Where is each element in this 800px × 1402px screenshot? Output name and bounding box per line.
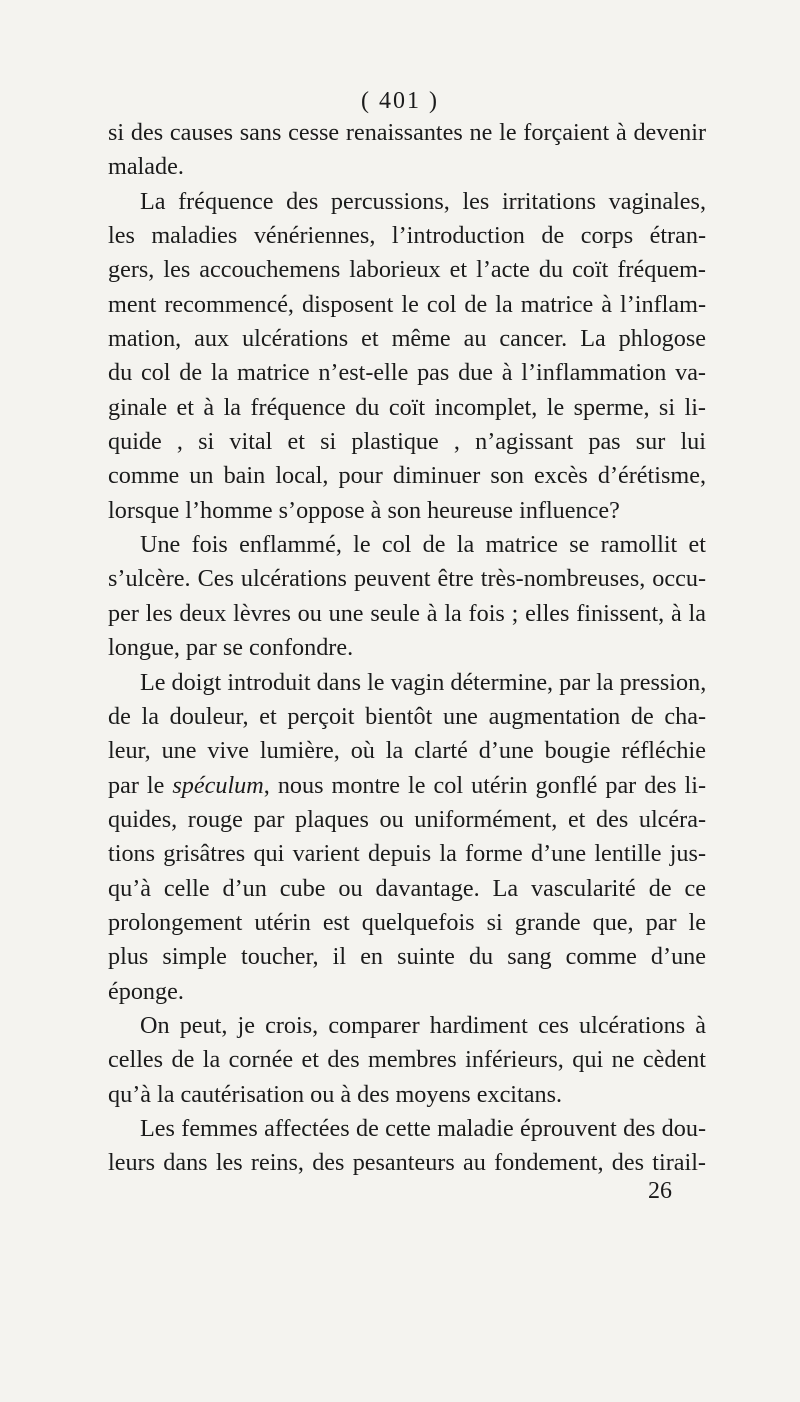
- text-line: lorsque l’homme s’oppose à son heureuse influence?: [108, 496, 620, 524]
- text-line: comme un bain local, pour diminuer son excès d’érétisme,: [108, 462, 706, 490]
- text-line: par le spéculum, nous montre le col utérin gonflé par des li-: [108, 771, 707, 799]
- text-line: La fréquence des percussions, les irritations vaginales,: [140, 187, 706, 215]
- text-line: Une fois enflammé, le col de la matrice se ramollit et: [140, 531, 706, 559]
- text-line: prolongement utérin est quelquefois si grande que, par le: [108, 908, 706, 936]
- text-line: quides, rouge par plaques ou uniformément, et des ulcéra-: [108, 805, 706, 833]
- text-line: mation, aux ulcérations et même au cancer. La phlogose: [108, 325, 706, 353]
- italic-term: spéculum: [172, 771, 264, 799]
- text-line: quide , si vital et si plastique , n’agissant pas sur lui: [108, 428, 706, 456]
- text-line: On peut, je crois, comparer hardiment ces ulcérations à: [140, 1011, 706, 1039]
- text-line: qu’à celle d’un cube ou davantage. La vascularité de ce: [108, 874, 706, 902]
- text-line: les maladies vénériennes, l’introduction de corps étran-: [108, 222, 706, 250]
- text-line: de la douleur, et perçoit bientôt une augmentation de cha-: [108, 702, 706, 730]
- text-line: gers, les accouchemens laborieux et l’acte du coït fréquem-: [108, 256, 706, 284]
- text-line: ginale et à la fréquence du coït incomplet, le sperme, si li-: [108, 393, 706, 421]
- text-line: qu’à la cautérisation ou à des moyens excitans.: [108, 1080, 563, 1108]
- text-line: Les femmes affectées de cette maladie éprouvent des dou-: [140, 1114, 706, 1142]
- text-line: éponge.: [108, 977, 184, 1005]
- text-line: leur, une vive lumière, où la clarté d’une bougie réfléchie: [108, 737, 706, 765]
- text-line: du col de la matrice n’est-elle pas due à l’inflammation va-: [108, 359, 706, 387]
- text-line: celles de la cornée et des membres inférieurs, qui ne cèdent: [108, 1046, 706, 1074]
- text-line: si des causes sans cesse renaissantes ne le forçaient à devenir: [108, 119, 706, 146]
- text-line: tions grisâtres qui varient depuis la forme d’une lentille jus-: [108, 840, 706, 868]
- signature-mark: 26: [648, 1178, 672, 1204]
- body-text: [108, 116, 706, 1181]
- text-line: leurs dans les reins, des pesanteurs au fondement, des tirail-: [108, 1149, 706, 1177]
- page-number: ( 401 ): [361, 88, 439, 114]
- text-line: ment recommencé, disposent le col de la matrice à l’inflam-: [108, 290, 706, 318]
- text-line: per les deux lèvres ou une seule à la fois ; elles finissent, à la: [108, 599, 706, 627]
- text-line: s’ulcère. Ces ulcérations peuvent être très-nombreuses, occu-: [108, 565, 706, 593]
- text-line: longue, par se confondre.: [108, 634, 354, 662]
- text-line: malade.: [108, 153, 184, 181]
- text-line: Le doigt introduit dans le vagin détermine, par la pression,: [140, 668, 707, 696]
- text-line: plus simple toucher, il en suinte du sang comme d’une: [108, 943, 706, 971]
